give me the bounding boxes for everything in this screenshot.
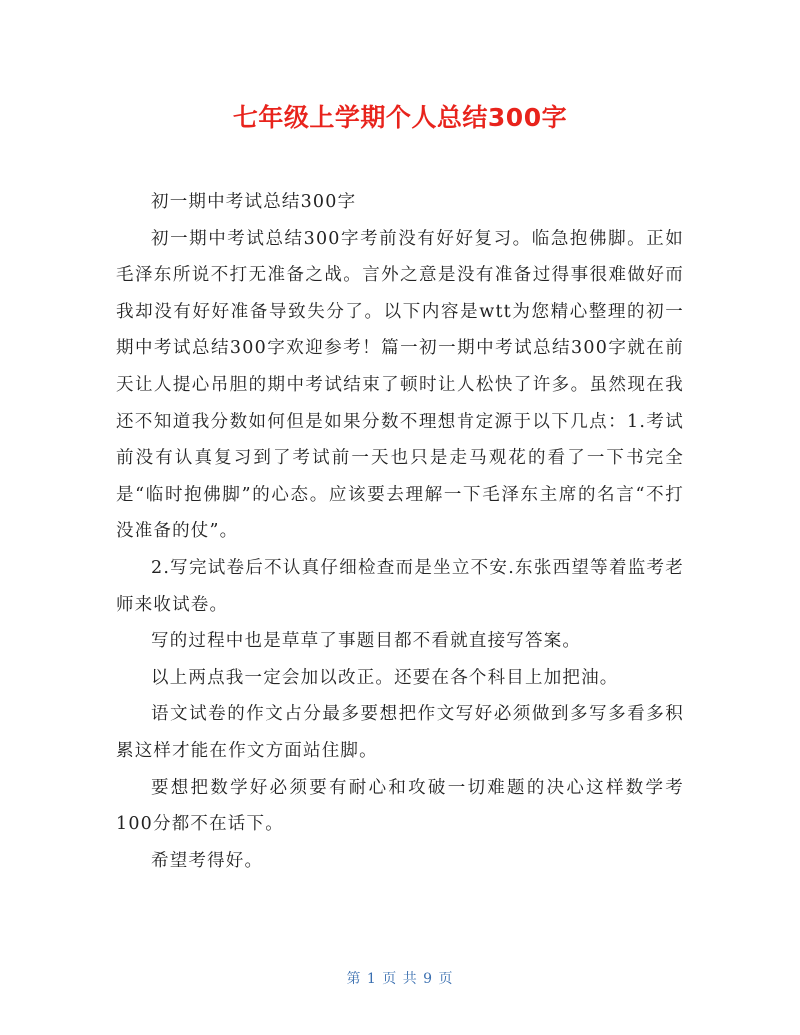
- paragraph: 写的过程中也是草草了事题目都不看就直接写答案。: [151, 631, 582, 652]
- paragraph: 初一期中考试总结300字: [151, 192, 357, 212]
- paragraph: 希望考得好。: [151, 850, 264, 871]
- paragraph: 要想把数学好必须要有耐心和攻破一切难题的决心这样数学考100分都不在话下。: [116, 777, 684, 835]
- document-title: 七年级上学期个人总结300字: [232, 103, 568, 132]
- page-footer: 第 1 页 共 9 页: [346, 971, 454, 987]
- paragraph: 以上两点我一定会加以改正。还要在各个科目上加把油。: [151, 667, 619, 688]
- document-body: [116, 184, 684, 879]
- paragraph: 2.写完试卷后不认真仔细检查而是坐立不安.东张西望等着监考老师来收试卷。: [116, 557, 684, 615]
- paragraph: 初一期中考试总结300字考前没有好好复习。临急抱佛脚。正如毛泽东所说不打无准备之战。言外之意是没有准备过得事很难做好而我却没有好好准备导致失分了。以下内容是wtt为您精心整理的初一期中考试总结300字欢迎参考！篇一初一期中考试总结300字就在前天让人提心吊胆的期中考试结束了顿时让人松快了许多。虽然现在我还不知道我分数如何但是如果分数不理想肯定源于以下几点：1.考试前没有认真复习到了考试前一天也只是走马观花的看了一下书完全是“临时抱佛脚”的心态。应该要去理解一下毛泽东主席的名言“不打没准备的仗”。: [116, 228, 684, 542]
- paragraph: 语文试卷的作文占分最多要想把作文写好必须做到多写多看多积累这样才能在作文方面站住脚。: [116, 704, 684, 761]
